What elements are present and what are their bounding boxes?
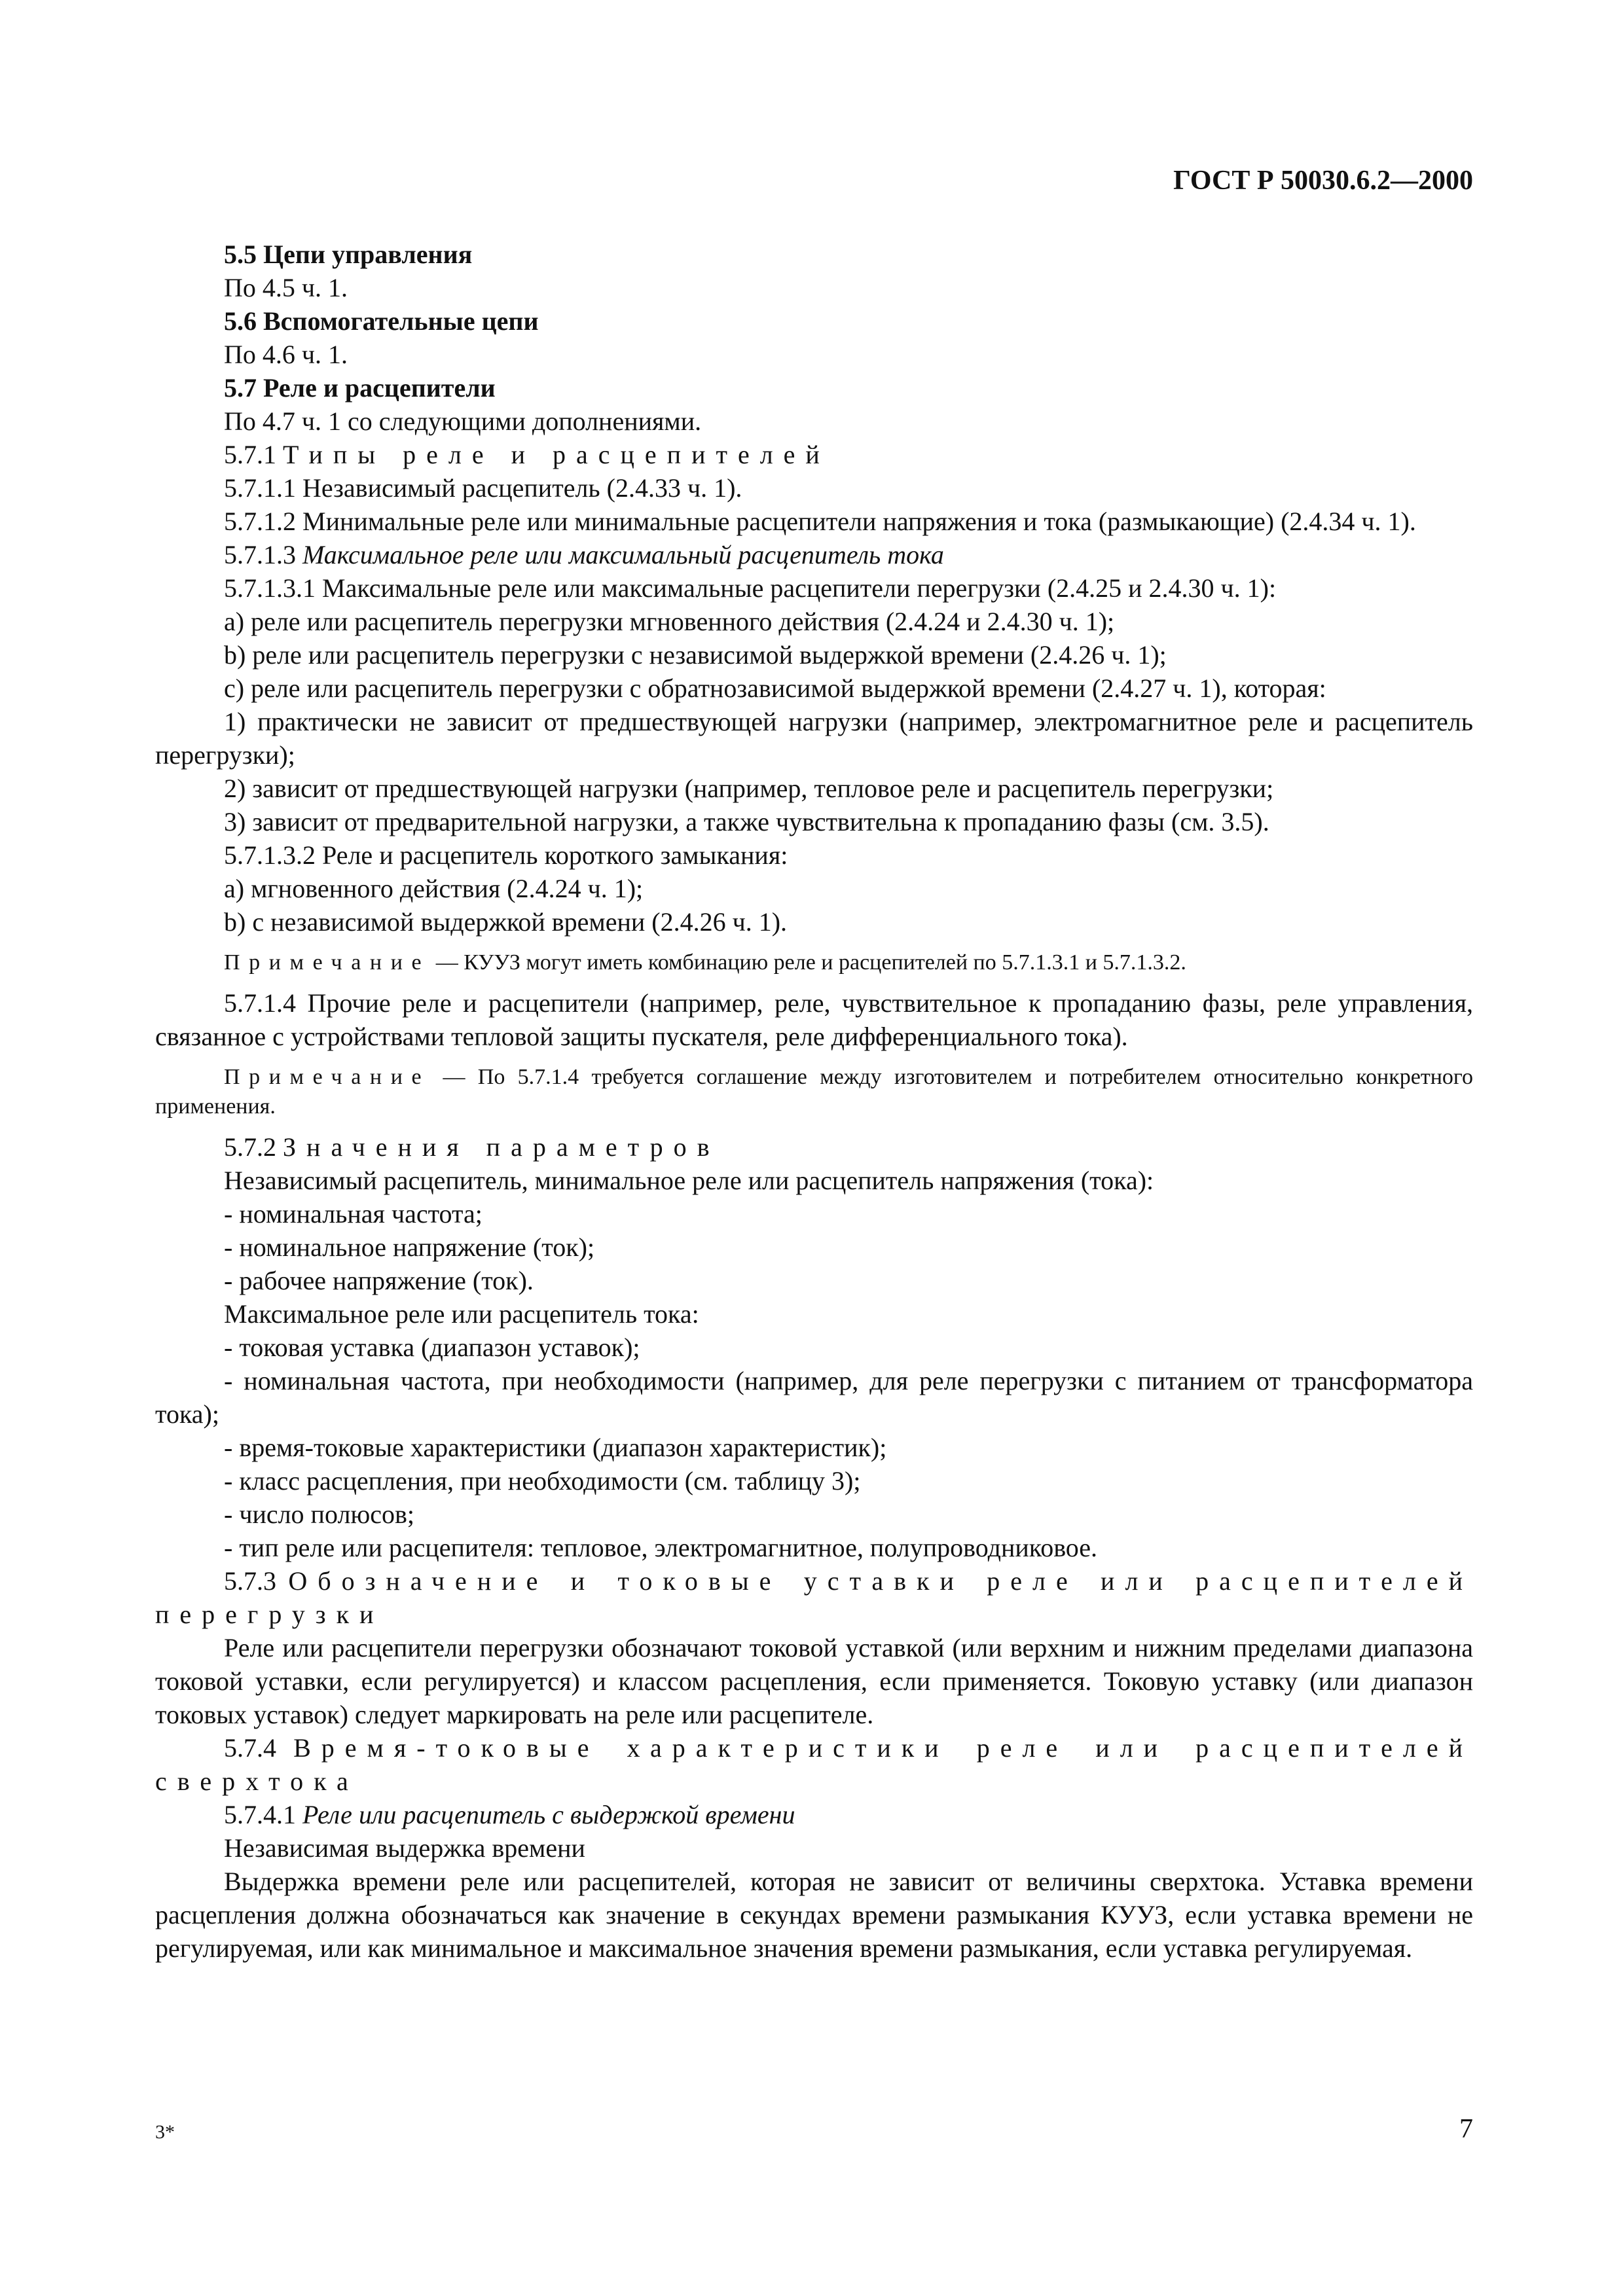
clause-5-7-1-2: 5.7.1.2 Минимальные реле или минимальные расцепители напряжения и тока (размыкающие) (2.4.34 ч. 1). — [224, 507, 1416, 536]
page-body — [155, 238, 1473, 1965]
section-5-7-1-heading — [155, 438, 1473, 471]
section-title: Обозначение и токовые уставки реле или расцепителей перегрузки — [155, 1566, 1473, 1629]
section-title: Значения параметров — [283, 1132, 720, 1162]
section-5-7-2-heading — [155, 1130, 1473, 1164]
params-line: - токовая уставка (диапазон уставок); — [224, 1333, 640, 1362]
clause-5-7-1-3-1: 5.7.1.3.1 Максимальные реле или максимальные расцепители перегрузки (2.4.25 и 2.4.30 ч. 1): — [224, 573, 1277, 603]
params-line: - номинальное напряжение (ток); — [224, 1232, 595, 1262]
footer-mark: 3* — [155, 2121, 175, 2143]
section-5-7-4-heading — [155, 1731, 1473, 1798]
list-item-c3: 3) зависит от предварительной нагрузки, а также чувствительна к пропаданию фазы (см. 3.5). — [224, 807, 1269, 836]
page-number: 7 — [1459, 2114, 1473, 2144]
params-line: - время-токовые характеристики (диапазон характеристик); — [224, 1433, 887, 1462]
section-title: Время-токовые характеристики реле или расцепителей сверхтока — [155, 1733, 1474, 1796]
params-line: - рабочее напряжение (ток). — [224, 1266, 534, 1295]
section-5-6-title: 5.6 Вспомогательные цепи — [224, 306, 539, 336]
params-line: - номинальная частота, при необходимости (например, для реле перегрузки с питанием от трансформатора тока); — [155, 1366, 1473, 1429]
note-text: — По 5.7.1.4 требуется соглашение между изготовителем и потребителем относительно конкретного применения. — [155, 1065, 1473, 1119]
params-line: - класс расцепления, при необходимости (см. таблицу 3); — [224, 1466, 861, 1496]
note-text: — КУУЗ могут иметь комбинацию реле и расцепителей по 5.7.1.3.1 и 5.7.1.3.2. — [430, 950, 1186, 975]
clause-5-7-4-1 — [155, 1798, 1473, 1831]
document-code: ГОСТ Р 50030.6.2—2000 — [1173, 166, 1473, 196]
section-number: 5.7.1 — [224, 440, 276, 469]
list-item-b: b) реле или расцепитель перегрузки с независимой выдержкой времени (2.4.26 ч. 1); — [224, 640, 1167, 670]
note-label: Примечание — [224, 950, 431, 975]
list-item-a2: а) мгновенного действия (2.4.24 ч. 1); — [224, 874, 644, 903]
clause-5-7-1-1: 5.7.1.1 Независимый расцепитель (2.4.33 ч. 1). — [224, 473, 742, 503]
params-line: - номинальная частота; — [224, 1199, 483, 1229]
params-line: Максимальное реле или расцепитель тока: — [224, 1299, 699, 1329]
section-5-7-text: По 4.7 ч. 1 со следующими дополнениями. — [224, 406, 702, 436]
section-5-5-title: 5.5 Цепи управления — [224, 240, 473, 269]
clause-5-7-1-4: 5.7.1.4 Прочие реле и расцепители (например, реле, чувствительное к пропаданию фазы, реле управления, связанное с устройствами тепловой защиты пускателя, реле дифференциального тока). — [155, 988, 1473, 1051]
params-line: - число полюсов; — [224, 1499, 415, 1529]
list-item-c2: 2) зависит от предшествующей нагрузки (например, тепловое реле и расцепитель перегрузки; — [224, 774, 1274, 803]
note-2 — [155, 1062, 1473, 1121]
clause-title: Максимальное реле или максимальный расцепитель тока — [302, 540, 944, 569]
clause-5-7-1-3-2: 5.7.1.3.2 Реле и расцепитель короткого замыкания: — [224, 840, 788, 870]
list-item-b2: b) с независимой выдержкой времени (2.4.26 ч. 1). — [224, 907, 788, 937]
section-5-7-3-text: Реле или расцепители перегрузки обозначают токовой уставкой (или верхним и нижним пределами диапазона токовой уставки, если регулируется) и классом расцепления, если применяется. Токовую уставку (или диапазон токовых уставок) следует маркировать на реле или расцепителе. — [155, 1633, 1473, 1729]
section-5-7-4-text: Выдержка времени реле или расцепителей, которая не зависит от величины сверхтока. Уставка времени расцепления должна обозначаться как значение в секундах времени размыкания КУУЗ, если уставка времени не регулируемая, или как минимальное и максимальное значения времени размыкания, если уставка регулируемая. — [155, 1867, 1473, 1963]
params-line: - тип реле или расцепителя: тепловое, электромагнитное, полупроводниковое. — [224, 1533, 1098, 1562]
section-5-5-text: По 4.5 ч. 1. — [224, 273, 348, 302]
note-1 — [155, 948, 1473, 977]
section-5-7-title: 5.7 Реле и расцепители — [224, 373, 496, 403]
clause-title: Реле или расцепитель с выдержкой времени — [302, 1800, 795, 1829]
subheading-independent-delay: Независимая выдержка времени — [224, 1833, 585, 1863]
section-number: 5.7.2 — [224, 1132, 276, 1162]
list-item-c1: 1) практически не зависит от предшествующей нагрузки (например, электромагнитное реле и расцепитель перегрузки); — [155, 707, 1473, 770]
clause-number: 5.7.1.3 — [224, 540, 296, 569]
section-title: Типы реле и расцепителей — [283, 440, 830, 469]
clause-5-7-1-3 — [155, 538, 1473, 571]
list-item-a: а) реле или расцепитель перегрузки мгновенного действия (2.4.24 и 2.4.30 ч. 1); — [224, 607, 1115, 636]
clause-number: 5.7.4.1 — [224, 1800, 296, 1829]
section-number: 5.7.3 — [224, 1566, 276, 1596]
section-number: 5.7.4 — [224, 1733, 276, 1763]
section-5-6-text: По 4.6 ч. 1. — [224, 340, 348, 369]
note-label: Примечание — [224, 1065, 431, 1089]
section-5-7-3-heading — [155, 1564, 1473, 1631]
params-line: Независимый расцепитель, минимальное реле или расцепитель напряжения (тока): — [224, 1166, 1154, 1195]
list-item-c: с) реле или расцепитель перегрузки с обратнозависимой выдержкой времени (2.4.27 ч. 1), которая: — [224, 673, 1326, 703]
